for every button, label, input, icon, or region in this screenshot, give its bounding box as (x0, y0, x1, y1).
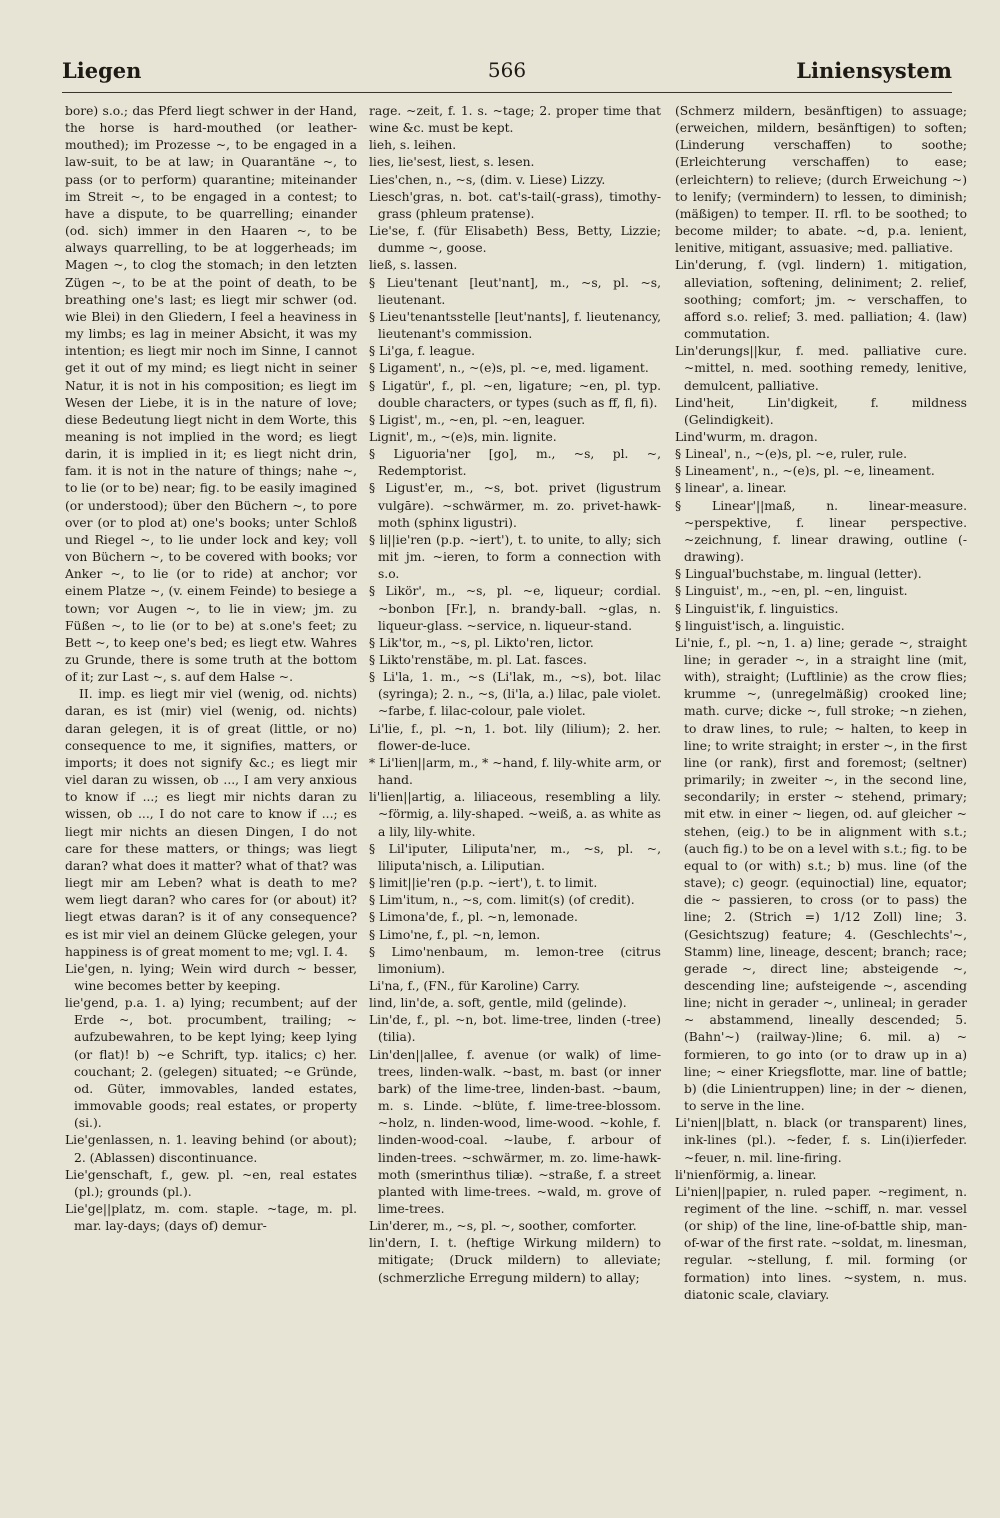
page-number: 566 (487, 58, 527, 82)
dictionary-entry: Lie'se, f. (für Elisabeth) Bess, Betty, Lizzie; dumme ~, goose. (369, 224, 661, 256)
dictionary-entry: bore) s.o.; das Pferd liegt schwer in der Hand, the horse is hard-mouthed (or leather-mouthed); im Prozesse ~, to be engaged in a law-suit, to be at law; in Quarantäne ~, to pass (or to perform) quarantine; miteinander im Streit ~, to be engaged in a contest; to have a dispute, to be quarrelling; einander (od. sich) immer in den Haaren ~, to be always quarrelling, to be at loggerheads; im Magen ~, to clog the stomach; in den letzten Zügen ~, to be at the point of death, to be breathing one's last; es liegt mir schwer (od. wie Blei) in den Gliedern, I feel a heaviness in my limbs; es lag in meiner Absicht, it was my intention; es liegt mir noch im Sinne, I cannot get it out of my mind; es liegt nicht in seiner Natur, it is not in his composition; es liegt im Wesen der Liebe, it is in the nature of love; diese Bedeutung liegt nicht in dem Worte, this meaning is not implied in the word; es liegt darin, it is implied in it; es liegt nicht drin, fam. it is not in the nature of things; nahe ~, to lie (or to be) near; fig. to be easily imagined (or understood); über den Büchern ~, to pore over (or to plod at) one's books; unter Schloß und Riegel ~, to lie under lock and key; voll von Büchern ~, to be covered with books; vor Anker ~, to lie (or to ride) at anchor; vor einem Platze ~, (v. einem Feinde) to besiege a town; vor Augen ~, to lie in view; jm. zu Füßen ~, to lie (or to be) at s.one's feet; zu Bett ~, to keep one's bed; es liegt etw. Wahres zu Grunde, there is some truth at the bottom of it; zur Last ~, s. auf dem Halse ~. (65, 104, 357, 685)
dictionary-entry: § Ligament', n., ~(e)s, pl. ~e, med. ligament. (369, 361, 649, 376)
dictionary-entry: Lie'gen, n. lying; Wein wird durch ~ besser, wine becomes better by keeping. (65, 961, 357, 993)
dictionary-entry: § Lim'itum, n., ~s, com. limit(s) (of credit). (369, 893, 635, 908)
dictionary-entry: lies, lie'sest, liest, s. lesen. (369, 155, 535, 170)
dictionary-entry: § Ligist', m., ~en, pl. ~en, leaguer. (369, 412, 586, 427)
dictionary-entry: § Limo'nenbaum, m. lemon-tree (citrus limonium). (369, 944, 661, 976)
dictionary-entry: Lin'derungs||kur, f. med. palliative cure. ~mittel, n. med. soothing remedy, lenitive, demulcent, palliative. (675, 344, 967, 393)
dictionary-entry: § Ligust'er, m., ~s, bot. privet (ligustrum vulgāre). ~schwärmer, m. zo. privet-hawk-moth (sphinx ligustri). (369, 481, 661, 530)
dictionary-entry: lin'dern, I. t. (heftige Wirkung mildern) to mitigate; (Druck mildern) to alleviate; (schmerzliche Erregung mildern) to allay; (369, 1236, 661, 1285)
dictionary-entry: lie'gend, p.a. 1. a) lying; recumbent; auf der Erde ~, bot. procumbent, trailing; ~ aufzubewahren, to be kept lying; keep lying (or flat)! b) ~e Schrift, typ. italics; c) her. couchant; 2. (gelegen) situated; ~e Gründe, od. Güter, immovables, landed estates, immovable goods; real estates, or property (si.). (65, 996, 357, 1131)
dictionary-entry: lind, lin'de, a. soft, gentle, mild (gelinde). (369, 996, 627, 1011)
dictionary-entry: § Limo'ne, f., pl. ~n, lemon. (369, 927, 541, 942)
dictionary-entry: § Liguoria'ner [go], m., ~s, pl. ~, Redemptorist. (369, 447, 661, 479)
dictionary-entry: li'nienförmig, a. linear. (675, 1167, 817, 1182)
text-column-left (65, 103, 357, 1423)
dictionary-entry: § Lieu'tenant [leut'nant], m., ~s, pl. ~s, lieutenant. (369, 275, 661, 307)
dictionary-entry: * Li'lien||arm, m., * ~hand, f. lily-white arm, or hand. (369, 755, 661, 788)
text-column-right (675, 103, 967, 1443)
dictionary-entry: § limit||ie'ren (p.p. ~iert'), t. to limit. (369, 876, 598, 891)
dictionary-entry: § Likör', m., ~s, pl. ~e, liqueur; cordial. ~bonbon [Fr.], n. brandy-ball. ~glas, n. liqueur-glass. ~service, n. liqueur-stand. (369, 584, 661, 633)
dictionary-entry: Lin'de, f., pl. ~n, bot. lime-tree, linden (-tree) (tilia). (369, 1013, 661, 1045)
dictionary-entry: ließ, s. lassen. (369, 258, 458, 273)
dictionary-entry: § linguist'isch, a. linguistic. (675, 618, 845, 633)
dictionary-entry: Li'nien||papier, n. ruled paper. ~regiment, n. regiment of the line. ~schiff, n. mar. vessel (or ship) of the line, line-of-battle ship, man-of-war of the first rate. ~soldat, m. linesman, regular. ~stellung, f. mil. forming (or formation) into lines. ~system, n. mus. diatonic scale, claviary. (675, 1184, 967, 1302)
dictionary-entry: § linear', a. linear. (675, 481, 787, 496)
dictionary-entry: Lignit', m., ~(e)s, min. lignite. (369, 429, 557, 444)
dictionary-entry: Li'nie, f., pl. ~n, 1. a) line; gerade ~, straight line; in gerader ~, in a straight line (mit, with), straight; (Luftlinie) as the crow flies; krumme ~, (unregelmäßig) crooked line; math. curve; dicke ~, full stroke; ~n ziehen, to draw lines, to rule; ~ halten, to keep in line; to write straight; in erster ~, in the first line (or rank), first and foremost; (seltner) primarily; in zweiter ~, in the second line, secondarily; in erster ~ stehend, primary; mit etw. in einer ~ liegen, od. auf gleicher ~ stehen, (eig.) to be in alignment with s.t.; (auch fig.) to be on a level with s.t.; fig. to be equal to (or with) s.t.; b) mus. line (of the stave); c) geogr. (equinoctial) line, equator; die ~ passieren, to cross (or to pass) the line; 2. (Strich =) 1/12 Zoll) line; 3. (Gesichtszug) feature; 4. (Geschlechts'~, Stamm) line, lineage, descent; branch; race; gerade ~, direct line; absteigende ~, descending line; aufsteigende ~, ascending line; nicht in gerader ~, unlineal; in gerader ~ abstammend, lineally descended; 5. (Bahn'~) (railway-)line; 6. mil. a) ~ formieren, to go into (or to draw up in a) line; ~ einer Kriegsflotte, mar. line of battle; b) (die Linientruppen) line; in der ~ dienen, to serve in the line. (675, 635, 967, 1114)
dictionary-entry: § Likto'renstäbe, m. pl. Lat. fasces. (369, 653, 587, 667)
dictionary-entry: Lies'chen, n., ~s, (dim. v. Liese) Lizzy. (369, 172, 606, 187)
dictionary-entry: § Lil'iputer, Liliputa'ner, m., ~s, pl. ~, liliputa'nisch, a. Liliputian. (369, 841, 661, 873)
dictionary-entry: Lie'ge||platz, m. com. staple. ~tage, m. pl. mar. lay-days; (days of) demur- (65, 1202, 357, 1234)
left-running-headword: Liegen (62, 58, 142, 83)
dictionary-entry: § Li'ga, f. league. (369, 344, 476, 359)
dictionary-entry: rage. ~zeit, f. 1. s. ~tage; 2. proper time that wine &c. must be kept. (369, 104, 661, 136)
dictionary-entry: § Lineal', n., ~(e)s, pl. ~e, ruler, rule. (675, 447, 908, 462)
header-rule (62, 92, 952, 93)
dictionary-entry: § Linear'||maß, n. linear-measure. ~perspektive, f. linear perspective. ~zeichnung, f. linear drawing, outline (-drawing). (675, 498, 967, 565)
dictionary-entry: (Schmerz mildern, besänftigen) to assuage; (erweichen, mildern, besänftigen) to soften; (Linderung verschaffen) to soothe; (Erleichterung verschaffen) to ease; (erleichtern) to relieve; (durch Erweichung ~) to lenify; (vermindern) to lessen, to diminish; (mäßigen) to temper. II. rfl. to be soothed; to become milder; to abate. ~d, p.a. lenient, lenitive, mitigant, assuasive; med. palliative. (675, 104, 967, 256)
dictionary-entry: § li||ie'ren (p.p. ~iert'), t. to unite, to ally; sich mit jm. ~ieren, to form a connection with s.o. (369, 532, 661, 582)
dictionary-entry: § Ligatür', f., pl. ~en, ligature; ~en, pl. typ. double characters, or types (such as ff, fl, fi). (369, 378, 661, 410)
dictionary-entry: lieh, s. leihen. (369, 138, 457, 153)
right-running-headword: Liniensystem (796, 58, 952, 83)
dictionary-entry: Lin'den||allee, f. avenue (or walk) of lime-trees, linden-walk. ~bast, m. bast (or inner bark) of the lime-tree, linden-bast. ~baum, m. s. Linde. ~blüte, f. lime-tree-blossom. ~holz, n. linden-wood, lime-wood. ~kohle, f. linden-wood-coal. ~laube, f. arbour of linden-trees. ~schwärmer, m. zo. lime-hawk-moth (smerinthus tiliæ). ~straße, f. a street planted with lime-trees. ~wald, m. grove of lime-trees. (369, 1047, 661, 1216)
dictionary-entry: § Lingual'buchstabe, m. lingual (letter). (675, 567, 922, 582)
dictionary-entry: Lind'wurm, m. dragon. (675, 429, 818, 444)
dictionary-entry: li'lien||artig, a. liliaceous, resembling a lily. ~förmig, a. lily-shaped. ~weiß, a. as white as a lily, lily-white. (369, 790, 661, 839)
text-column-middle (369, 103, 661, 1338)
dictionary-entry: Lie'genlassen, n. 1. leaving behind (or about); 2. (Ablassen) discontinuance. (65, 1133, 357, 1165)
dictionary-entry: Liesch'gras, n. bot. cat's-tail(-grass), timothy-grass (phleum pratense). (369, 189, 661, 221)
dictionary-entry: Lin'derung, f. (vgl. lindern) 1. mitigation, alleviation, softening, deliniment; 2. relief, soothing; comfort; jm. ~ verschaffen, to afford s.o. relief; 3. med. palliation; 4. (law) commutation. (675, 258, 967, 342)
dictionary-entry: Li'nien||blatt, n. black (or transparent) lines, ink-lines (pl.). ~feder, f. s. Lin(i)ierfeder. ~feuer, n. mil. line-firing. (675, 1116, 967, 1165)
dictionary-entry: Lin'derer, m., ~s, pl. ~, soother, comforter. (369, 1219, 637, 1234)
dictionary-entry: Li'lie, f., pl. ~n, 1. bot. lily (lilium); 2. her. flower-de-luce. (369, 721, 661, 753)
dictionary-entry: § Li'la, 1. m., ~s (Li'lak, m., ~s), bot. lilac (syringa); 2. n., ~s, (li'la, a.) lilac, pale violet. ~farbe, f. lilac-colour, pale violet. (369, 670, 661, 719)
dictionary-entry: § Limona'de, f., pl. ~n, lemonade. (369, 910, 578, 925)
dictionary-entry: Li'na, f., (FN., für Karoline) Carry. (369, 978, 580, 993)
dictionary-entry: § Lineament', n., ~(e)s, pl. ~e, lineament. (675, 464, 935, 479)
dictionary-entry: Lind'heit, Lin'digkeit, f. mildness (Gelindigkeit). (675, 395, 967, 427)
dictionary-entry: Lie'genschaft, f., gew. pl. ~en, real estates (pl.); grounds (pl.). (65, 1167, 357, 1199)
dictionary-entry: § Lieu'tenantsstelle [leut'nants], f. lieutenancy, lieutenant's commission. (369, 309, 661, 342)
page-header (62, 58, 952, 90)
dictionary-entry: § Linguist', m., ~en, pl. ~en, linguist. (675, 584, 908, 599)
dictionary-entry: § Linguist'ik, f. linguistics. (675, 601, 839, 616)
dictionary-entry: § Lik'tor, m., ~s, pl. Likto'ren, lictor. (369, 635, 594, 650)
dictionary-entry: II. imp. es liegt mir viel (wenig, od. nichts) daran, es ist (mir) viel (wenig, od. nichts) daran gelegen, it is of great (little, or no) consequence to me, it signifies, matters, or imports; it does not signify &c.; es liegt mir viel daran zu wissen, ob ..., I am very anxious to know if ...; es liegt mir nichts daran zu wissen, ob ..., I do not care to know if ...; es liegt mir nichts an diesen Dingen, I do not care for these matters, or things; was liegt daran? what does it matter? what of that? was liegt mir am Leben? what is death to me? wem liegt daran? who cares for (or about) it? liegt etwas daran? is it of any consequence? es ist mir viel an deinem Glücke gelegen, your happiness is of great moment to me; vgl. I. 4. (65, 687, 357, 959)
